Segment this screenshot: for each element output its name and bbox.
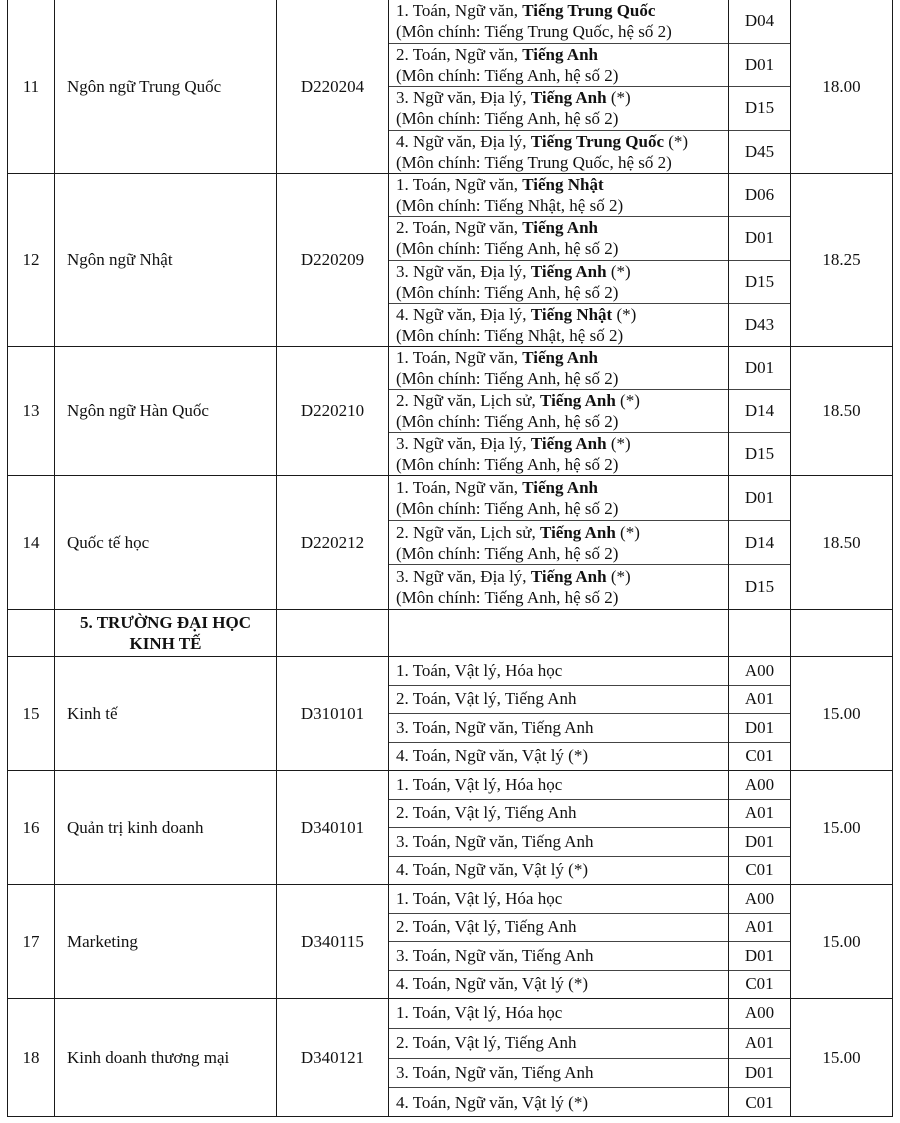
subject-combinations <box>389 347 729 475</box>
block-code: D14 <box>729 521 790 566</box>
combination-item: 2. Ngữ văn, Lịch sử, Tiếng Anh (*) (Môn chính: Tiếng Anh, hệ số 2) <box>389 390 728 433</box>
benchmark-score: 15.00 <box>822 1048 861 1067</box>
combination-item: 4. Ngữ văn, Địa lý, Tiếng Trung Quốc (*) (Môn chính: Tiếng Trung Quốc, hệ số 2) <box>396 131 689 172</box>
combination-item: 3. Toán, Ngữ văn, Tiếng Anh <box>389 942 728 971</box>
combination-item: 2. Toán, Vật lý, Tiếng Anh <box>389 1029 728 1059</box>
combination-item: 2. Toán, Vật lý, Tiếng Anh <box>389 800 728 829</box>
block-code: A01 <box>729 914 790 943</box>
block-code: D45 <box>744 141 775 161</box>
major-name: Kinh tế <box>55 657 277 770</box>
combination-item: 2. Ngữ văn, Lịch sử, Tiếng Anh (*) (Môn chính: Tiếng Anh, hệ số 2) <box>389 521 728 566</box>
block-codes <box>729 174 791 346</box>
subject-combinations <box>389 771 729 884</box>
block-code: D01 <box>729 1059 790 1089</box>
table-row-major-13 <box>8 347 892 476</box>
major-code: D220209 <box>277 174 389 346</box>
block-codes <box>729 476 791 609</box>
combination-item: 4. Toán, Ngữ văn, Vật lý (*) <box>396 860 589 880</box>
major-code: D340101 <box>277 771 389 884</box>
block-code: A01 <box>729 686 790 715</box>
block-code: A00 <box>729 657 790 686</box>
block-code: D15 <box>744 444 775 463</box>
major-code: D340115 <box>277 885 389 998</box>
major-name: Ngôn ngữ Hàn Quốc <box>55 347 277 475</box>
block-code: D01 <box>729 476 790 521</box>
combination-item: 1. Toán, Ngữ văn, Tiếng Nhật (Môn chính: Tiếng Nhật, hệ số 2) <box>389 174 728 217</box>
block-code: A01 <box>729 800 790 829</box>
benchmark-score: 18.50 <box>822 532 861 552</box>
block-codes <box>729 999 791 1117</box>
stt-cell: 15 <box>8 657 55 770</box>
major-code: D220204 <box>277 0 389 173</box>
block-codes <box>729 771 791 884</box>
block-code: D01 <box>729 714 790 743</box>
subject-combinations <box>389 0 729 173</box>
faculty-header-row <box>8 610 892 657</box>
admission-score-table <box>7 0 893 1117</box>
table-row-major-12 <box>8 174 892 347</box>
block-code: D15 <box>729 261 790 304</box>
combination-item: 1. Toán, Ngữ văn, Tiếng Trung Quốc (Môn chính: Tiếng Trung Quốc, hệ số 2) <box>389 0 728 44</box>
combination-item: 4. Toán, Ngữ văn, Vật lý (*) <box>396 1092 589 1112</box>
benchmark-score <box>791 610 892 656</box>
benchmark-score: 18.50 <box>822 401 861 420</box>
combination-item: 2. Toán, Ngữ văn, Tiếng Anh (Môn chính: Tiếng Anh, hệ số 2) <box>389 217 728 260</box>
major-name: Kinh doanh thương mại <box>55 999 277 1117</box>
table-row-major-18 <box>8 999 892 1117</box>
subject-combinations <box>389 610 729 656</box>
block-code: D01 <box>729 217 790 260</box>
major-code: D220210 <box>277 347 389 475</box>
stt-cell: 18 <box>8 999 55 1117</box>
block-code: D15 <box>744 577 775 597</box>
block-code: D01 <box>729 942 790 971</box>
stt-cell <box>8 610 55 656</box>
block-code: D15 <box>729 87 790 131</box>
major-code <box>277 610 389 656</box>
table-row-major-16 <box>8 771 892 885</box>
major-name: Ngôn ngữ Trung Quốc <box>55 0 277 173</box>
benchmark-score: 18.00 <box>822 76 861 96</box>
combination-item: 3. Ngữ văn, Địa lý, Tiếng Anh (*) (Môn chính: Tiếng Anh, hệ số 2) <box>396 567 631 608</box>
combination-item: 1. Toán, Vật lý, Hóa học <box>389 999 728 1029</box>
combination-item: 1. Toán, Ngữ văn, Tiếng Anh (Môn chính: Tiếng Anh, hệ số 2) <box>389 476 728 521</box>
stt-cell: 16 <box>8 771 55 884</box>
combination-item: 3. Toán, Ngữ văn, Tiếng Anh <box>389 1059 728 1089</box>
block-codes <box>729 0 791 173</box>
benchmark-score: 15.00 <box>822 703 861 723</box>
combination-item: 3. Toán, Ngữ văn, Tiếng Anh <box>389 828 728 857</box>
block-code: C01 <box>745 974 774 994</box>
major-code: D220212 <box>277 476 389 609</box>
benchmark-score: 15.00 <box>822 931 861 951</box>
block-code: D01 <box>729 828 790 857</box>
major-name: Quản trị kinh doanh <box>55 771 277 884</box>
block-code: A00 <box>729 885 790 914</box>
block-code: D06 <box>729 174 790 217</box>
stt-cell: 13 <box>8 347 55 475</box>
combination-item: 4. Toán, Ngữ văn, Vật lý (*) <box>396 746 589 766</box>
stt-cell: 14 <box>8 476 55 609</box>
combination-item: 4. Toán, Ngữ văn, Vật lý (*) <box>396 974 589 994</box>
combination-item: 4. Ngữ văn, Địa lý, Tiếng Nhật (*) (Môn chính: Tiếng Nhật, hệ số 2) <box>396 304 637 345</box>
combination-item: 1. Toán, Vật lý, Hóa học <box>389 657 728 686</box>
combination-item: 1. Toán, Ngữ văn, Tiếng Anh (Môn chính: Tiếng Anh, hệ số 2) <box>389 347 728 390</box>
subject-combinations <box>389 885 729 998</box>
combination-item: 3. Ngữ văn, Địa lý, Tiếng Anh (*) (Môn chính: Tiếng Anh, hệ số 2) <box>389 87 728 131</box>
block-code: D04 <box>729 0 790 44</box>
combination-item: 2. Toán, Vật lý, Tiếng Anh <box>389 914 728 943</box>
combination-item: 1. Toán, Vật lý, Hóa học <box>389 885 728 914</box>
block-code: D01 <box>729 44 790 88</box>
major-name: Ngôn ngữ Nhật <box>55 174 277 346</box>
table-row-major-17 <box>8 885 892 999</box>
stt-cell: 11 <box>8 0 55 173</box>
combination-item: 3. Ngữ văn, Địa lý, Tiếng Anh (*) (Môn chính: Tiếng Anh, hệ số 2) <box>396 434 631 474</box>
block-code: C01 <box>745 1092 774 1112</box>
major-code: D340121 <box>277 999 389 1117</box>
faculty-title: 5. TRƯỜNG ĐẠI HỌC KINH TẾ <box>55 610 277 656</box>
table-row-major-14 <box>8 476 892 610</box>
combination-item: 3. Ngữ văn, Địa lý, Tiếng Anh (*) (Môn chính: Tiếng Anh, hệ số 2) <box>389 261 728 304</box>
stt-cell: 12 <box>8 174 55 346</box>
subject-combinations <box>389 476 729 609</box>
block-code: C01 <box>745 860 774 880</box>
table-row-major-11 <box>8 0 892 174</box>
combination-item: 2. Toán, Ngữ văn, Tiếng Anh (Môn chính: Tiếng Anh, hệ số 2) <box>389 44 728 88</box>
major-name: Quốc tế học <box>55 476 277 609</box>
benchmark-score: 15.00 <box>822 817 861 837</box>
combination-item: 2. Toán, Vật lý, Tiếng Anh <box>389 686 728 715</box>
block-code: A00 <box>729 771 790 800</box>
benchmark-score: 18.25 <box>822 250 861 269</box>
block-code: D01 <box>729 347 790 390</box>
block-codes <box>729 347 791 475</box>
block-code: A00 <box>729 999 790 1029</box>
block-code: D43 <box>744 314 775 334</box>
major-code: D310101 <box>277 657 389 770</box>
block-code: A01 <box>729 1029 790 1059</box>
block-codes <box>729 657 791 770</box>
stt-cell: 17 <box>8 885 55 998</box>
subject-combinations <box>389 657 729 770</box>
major-name: Marketing <box>55 885 277 998</box>
subject-combinations <box>389 999 729 1117</box>
combination-item: 3. Toán, Ngữ văn, Tiếng Anh <box>389 714 728 743</box>
block-code: D14 <box>729 390 790 433</box>
subject-combinations <box>389 174 729 346</box>
block-codes <box>729 610 791 656</box>
block-code: C01 <box>745 746 774 766</box>
table-row-major-15 <box>8 657 892 771</box>
block-codes <box>729 885 791 998</box>
combination-item: 1. Toán, Vật lý, Hóa học <box>389 771 728 800</box>
